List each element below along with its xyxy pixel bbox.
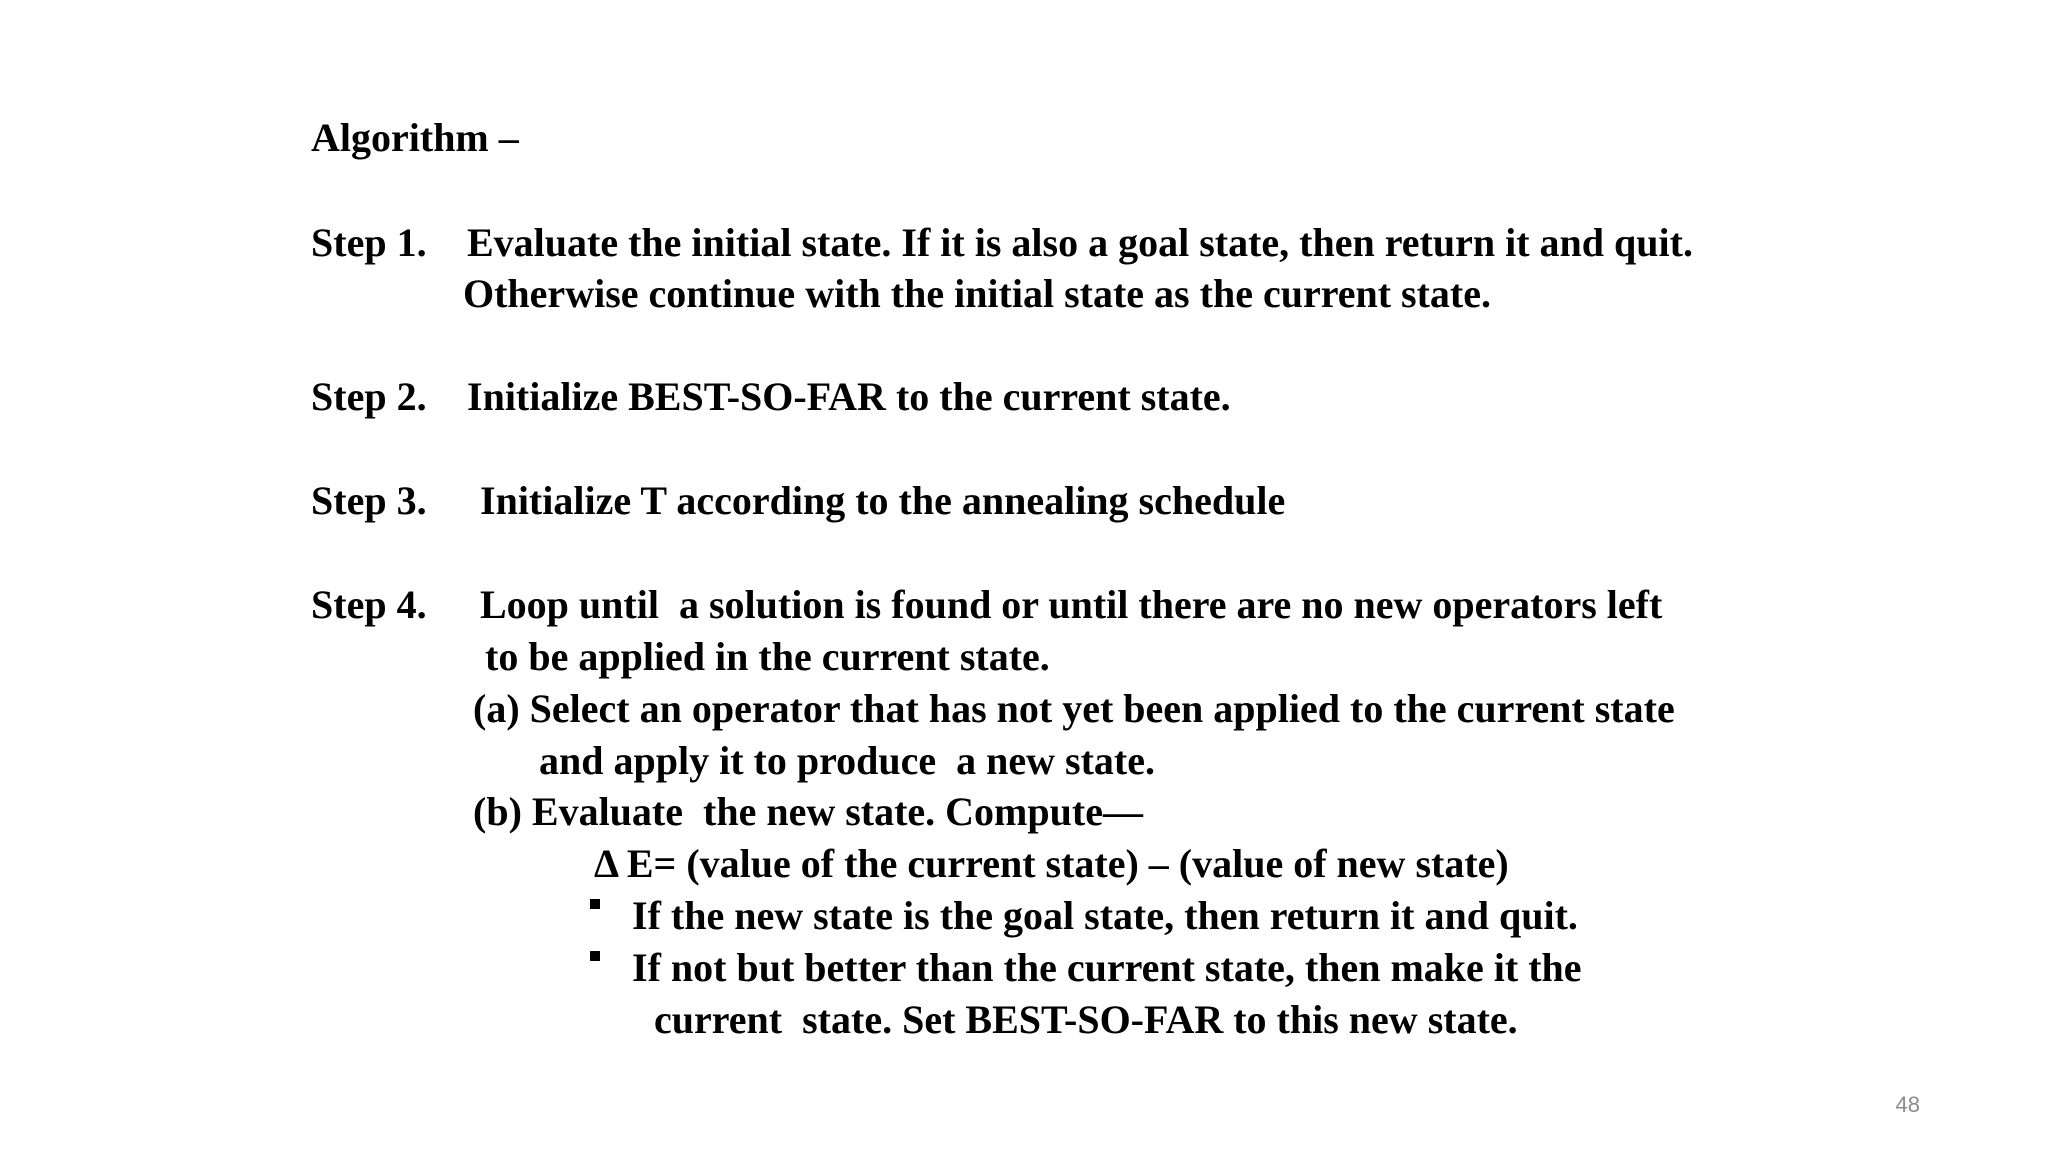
substep-a-line-2: and apply it to produce a new state. bbox=[539, 738, 1155, 783]
delta-e-formula: Δ E= (value of the current state) – (value of new state) bbox=[594, 841, 1509, 886]
step-4-line-2: to be applied in the current state. bbox=[485, 634, 1050, 679]
substep-b-line-1: (b) Evaluate the new state. Compute— bbox=[473, 789, 1143, 834]
step-2-line-1: Initialize BEST-SO-FAR to the current state. bbox=[467, 374, 1231, 419]
step-4-label: Step 4. bbox=[311, 582, 427, 627]
step-1-line-1: Evaluate the initial state. If it is also a goal state, then return it and quit. bbox=[467, 220, 1693, 265]
step-3-line-1: Initialize T according to the annealing schedule bbox=[480, 478, 1286, 523]
algorithm-heading: Algorithm – bbox=[311, 115, 519, 160]
step-2-label: Step 2. bbox=[311, 374, 427, 419]
step-3-label: Step 3. bbox=[311, 478, 427, 523]
bullet-1-line-1: If the new state is the goal state, then return it and quit. bbox=[632, 893, 1578, 938]
bullet-square-icon bbox=[590, 951, 600, 961]
step-4-line-1: Loop until a solution is found or until there are no new operators left bbox=[480, 582, 1663, 627]
step-1-line-2: Otherwise continue with the initial state as the current state. bbox=[463, 271, 1492, 316]
bullet-2-line-2: current state. Set BEST-SO-FAR to this new state. bbox=[654, 997, 1518, 1042]
bullet-square-icon bbox=[590, 899, 600, 909]
slide-number: 48 bbox=[1895, 1092, 1920, 1117]
step-1-label: Step 1. bbox=[311, 220, 427, 265]
bullet-2-line-1: If not but better than the current state, then make it the bbox=[632, 945, 1582, 990]
substep-a-line-1: (a) Select an operator that has not yet been applied to the current state bbox=[473, 686, 1675, 731]
